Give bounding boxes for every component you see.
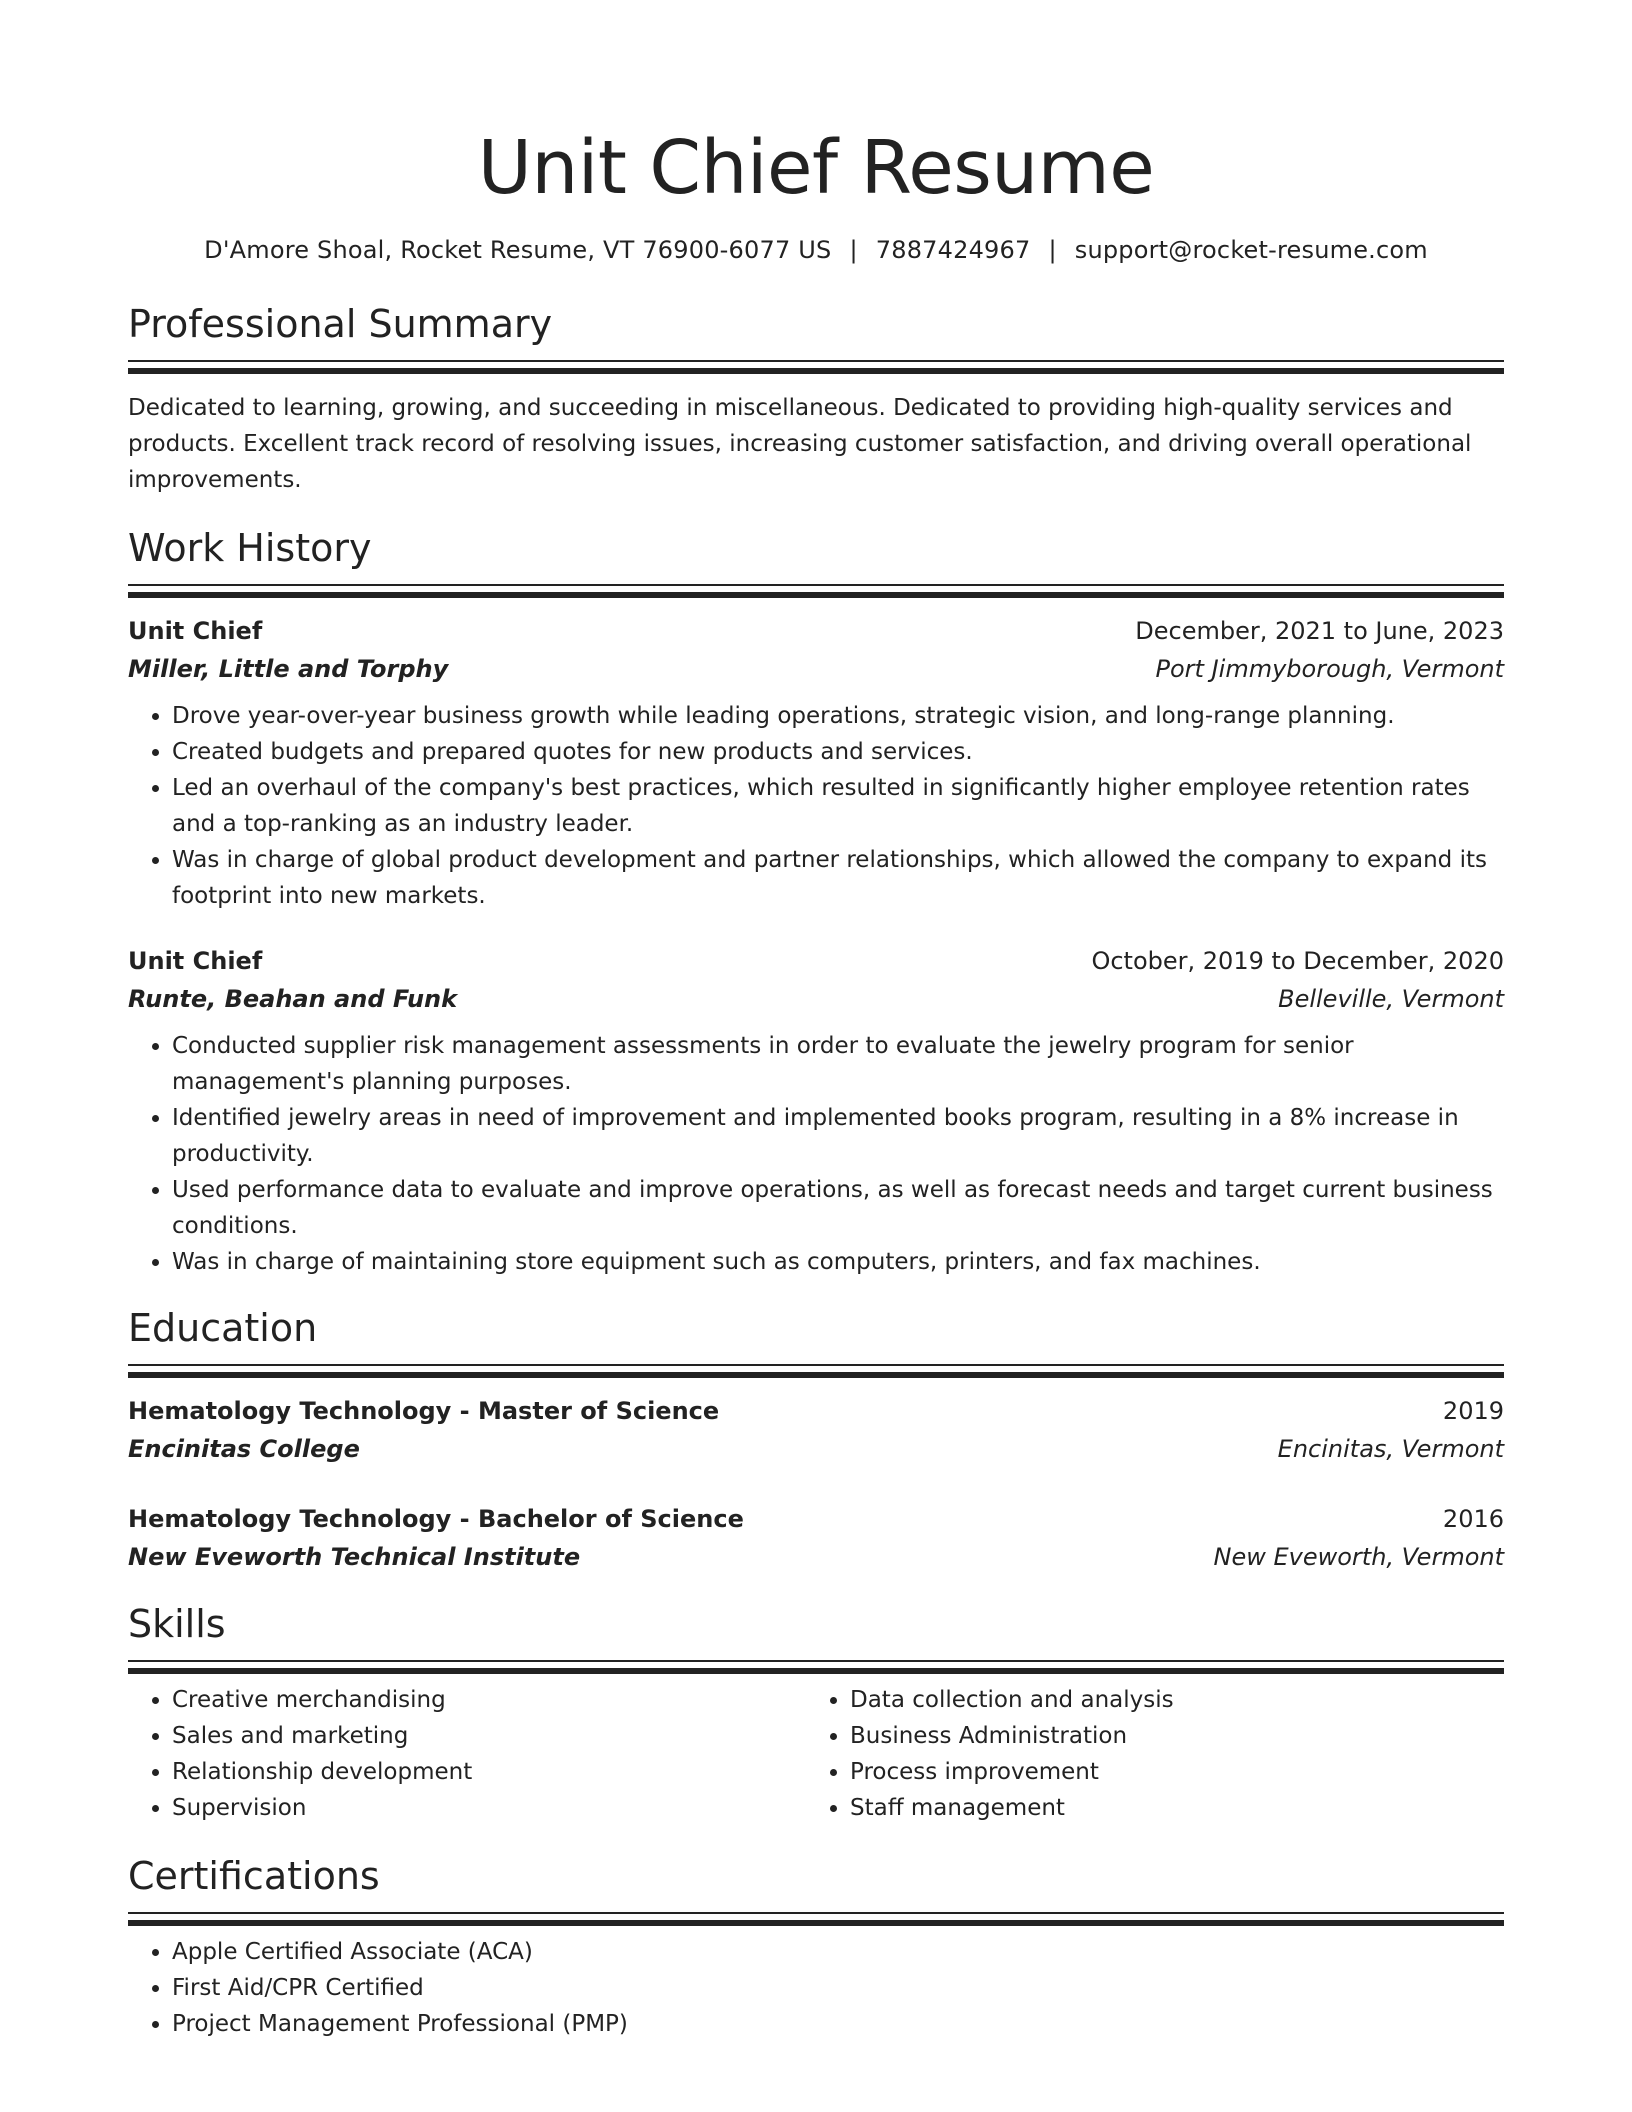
section-heading-education: Education — [128, 1306, 318, 1350]
contact-line — [128, 234, 1504, 266]
contact-separator: | — [1048, 236, 1057, 264]
education-school: Encinitas College — [128, 1435, 360, 1463]
list-item: • Drove year-over-year business growth while leading operations, strategic vision, and long-range planning. — [172, 698, 1504, 734]
section-heading-skills: Skills — [128, 1602, 226, 1646]
skills-section — [128, 1600, 1504, 1826]
list-item: • Data collection and analysis — [850, 1682, 1484, 1718]
skills-column-right — [806, 1682, 1484, 1826]
education-entry — [128, 1500, 1504, 1576]
job-company: Miller, Little and Torphy — [128, 655, 449, 683]
list-item: • Staff management — [850, 1790, 1484, 1826]
section-heading-certifications: Certifications — [128, 1854, 380, 1898]
list-item: • Created budgets and prepared quotes for new products and services. — [172, 734, 1504, 770]
section-divider — [128, 1912, 1504, 1924]
list-item: • Creative merchandising — [172, 1682, 806, 1718]
education-entry — [128, 1392, 1504, 1468]
work-history-section — [128, 524, 1504, 1280]
job-bullets — [128, 1028, 1504, 1280]
section-divider — [128, 1660, 1504, 1672]
list-item: • Was in charge of global product development and partner relationships, which allowed the company to expand its footprint into new markets. — [172, 842, 1504, 914]
list-item: • Project Management Professional (PMP) — [172, 2006, 1504, 2042]
list-item: • Was in charge of maintaining store equipment such as computers, printers, and fax machines. — [172, 1244, 1504, 1280]
section-heading-work-history: Work History — [128, 526, 372, 570]
list-item: • Supervision — [172, 1790, 806, 1826]
resume-title: Unit Chief Resume — [477, 125, 1155, 211]
job-location: Port Jimmyborough, Vermont — [1155, 655, 1504, 683]
education-school: New Eveworth Technical Institute — [128, 1543, 581, 1571]
list-item: • Sales and marketing — [172, 1718, 806, 1754]
job-bullets — [128, 698, 1504, 914]
list-item: • First Aid/CPR Certified — [172, 1970, 1504, 2006]
job-dates: October, 2019 to December, 2020 — [1091, 947, 1504, 975]
certifications-section — [128, 1852, 1504, 2042]
contact-address: D'Amore Shoal, Rocket Resume, VT 76900-6077 US — [204, 236, 832, 264]
education-degree: Hematology Technology - Bachelor of Science — [128, 1505, 744, 1533]
education-year: 2016 — [1442, 1505, 1504, 1533]
list-item: • Led an overhaul of the company's best practices, which resulted in significantly higher employee retention rates and a top-ranking as an industry leader. — [172, 770, 1504, 842]
summary-section — [128, 300, 1504, 498]
list-item: • Apple Certified Associate (ACA) — [172, 1934, 1504, 1970]
skills-column-left — [128, 1682, 806, 1826]
skills-grid — [128, 1682, 1504, 1826]
list-item: • Relationship development — [172, 1754, 806, 1790]
summary-text: Dedicated to learning, growing, and succeeding in miscellaneous. Dedicated to providing high-quality services and products. Excellent track record of resolving issues, increasing customer satisfaction, and driving overall operational improvements. — [128, 395, 1472, 493]
job-location: Belleville, Vermont — [1278, 985, 1504, 1013]
education-year: 2019 — [1442, 1397, 1504, 1425]
list-item: • Conducted supplier risk management assessments in order to evaluate the jewelry program for senior management's planning purposes. — [172, 1028, 1504, 1100]
contact-email: support@rocket-resume.com — [1074, 236, 1428, 264]
job-title: Unit Chief — [128, 617, 263, 645]
education-location: Encinitas, Vermont — [1277, 1435, 1504, 1463]
section-heading-summary: Professional Summary — [128, 302, 553, 346]
job-entry — [128, 942, 1504, 1280]
job-entry — [128, 612, 1504, 914]
section-divider — [128, 1364, 1504, 1376]
resume-page — [128, 0, 1504, 2042]
education-section — [128, 1304, 1504, 1576]
list-item: • Used performance data to evaluate and improve operations, as well as forecast needs and target current business conditions. — [172, 1172, 1504, 1244]
education-degree: Hematology Technology - Master of Science — [128, 1397, 720, 1425]
job-title: Unit Chief — [128, 947, 263, 975]
contact-phone: 7887424967 — [875, 236, 1031, 264]
list-item: • Identified jewelry areas in need of improvement and implemented books program, resulting in a 8% increase in productivity. — [172, 1100, 1504, 1172]
section-divider — [128, 584, 1504, 596]
job-dates: December, 2021 to June, 2023 — [1135, 617, 1504, 645]
job-company: Runte, Beahan and Funk — [128, 985, 458, 1013]
list-item: • Process improvement — [850, 1754, 1484, 1790]
list-item: • Business Administration — [850, 1718, 1484, 1754]
section-divider — [128, 360, 1504, 372]
contact-separator: | — [849, 236, 858, 264]
certifications-list — [128, 1934, 1504, 2042]
education-location: New Eveworth, Vermont — [1213, 1543, 1504, 1571]
